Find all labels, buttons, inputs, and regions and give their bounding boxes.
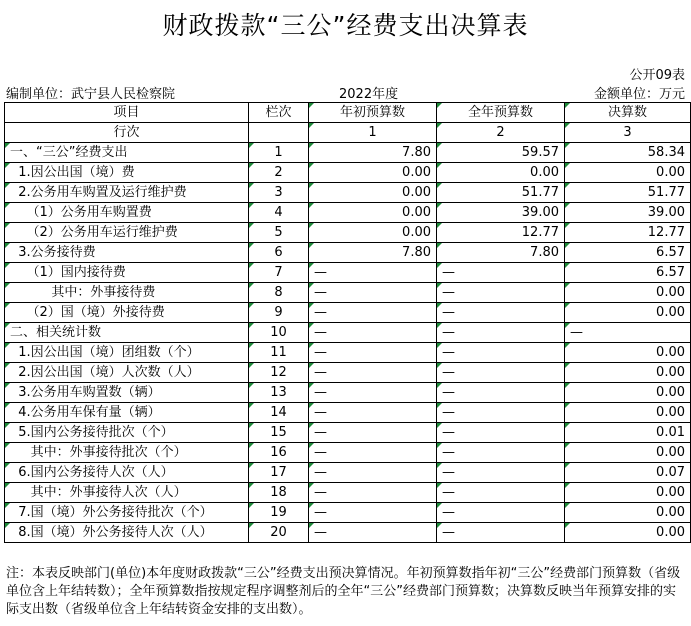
row-seq: 19 [249,503,309,523]
row-final: 0.00 [565,523,691,543]
subheader-c1: 1 [309,123,437,143]
table-row [5,243,691,263]
row-initial-budget: — [309,383,437,403]
row-annual-budget: — [437,423,565,443]
row-final: 0.00 [565,163,691,183]
row-item-name: 4.公务用车保有量（辆） [5,403,249,423]
table-row [5,383,691,403]
row-initial-budget: — [309,263,437,283]
row-item-name: 其中：外事接待人次（人） [5,483,249,503]
row-seq: 1 [249,143,309,163]
row-final: 0.00 [565,503,691,523]
row-item-name: 6.国内公务接待人次（人） [5,463,249,483]
subheader-row [5,123,691,143]
row-final: 0.00 [565,283,691,303]
row-annual-budget: — [437,463,565,483]
footnote: 注：本表反映部门(单位)本年度财政拨款“三公”经费支出预决算情况。年初预算数指年初“三公”经费部门预算数（省级单位含上年结转数）；全年预算数指按规定程序调整剂后的全年“三公”经费部门预算数；决算数反映当年预算安排的实际支出数（省级单位含上年结转资金安排的支出数）。 [6,566,681,617]
row-annual-budget: — [437,503,565,523]
row-item-name: 2.公务用车购置及运行维护费 [5,183,249,203]
row-initial-budget: 0.00 [309,203,437,223]
header-row [5,103,691,123]
row-item-name: 一、“三公”经费支出 [5,143,249,163]
row-item-name: （2）公务用车运行维护费 [5,223,249,243]
row-item-name: 5.国内公务接待批次（个） [5,423,249,443]
table-row [5,143,691,163]
info-line [6,83,685,101]
table-row [5,283,691,303]
row-initial-budget: — [309,423,437,443]
table-row [5,403,691,423]
row-initial-budget: — [309,443,437,463]
row-final: 12.77 [565,223,691,243]
row-initial-budget: 0.00 [309,183,437,203]
row-final: — [565,323,691,343]
table-row [5,363,691,383]
table-row [5,163,691,183]
header-final: 决算数 [565,103,691,123]
header-item: 项目 [5,103,249,123]
row-seq: 18 [249,483,309,503]
table-row [5,483,691,503]
row-item-name: 其中：外事接待批次（个） [5,443,249,463]
row-final: 58.34 [565,143,691,163]
header-seq: 栏次 [249,103,309,123]
row-seq: 9 [249,303,309,323]
table-row [5,423,691,443]
row-seq: 11 [249,343,309,363]
table-row [5,223,691,243]
row-item-name: 3.公务用车购置数（辆） [5,383,249,403]
row-final: 0.07 [565,463,691,483]
row-seq: 12 [249,363,309,383]
table-row [5,503,691,523]
row-initial-budget: — [309,323,437,343]
row-final: 39.00 [565,203,691,223]
row-annual-budget: — [437,343,565,363]
subheader-seq [249,123,309,143]
table-row [5,523,691,543]
row-annual-budget: — [437,263,565,283]
row-item-name: （1）国内接待费 [5,263,249,283]
header-annual-budget: 全年预算数 [437,103,565,123]
table-row [5,303,691,323]
row-final: 51.77 [565,183,691,203]
row-item-name: 8.国（境）外公务接待人次（人） [5,523,249,543]
row-seq: 4 [249,203,309,223]
row-final: 0.00 [565,343,691,363]
row-annual-budget: — [437,303,565,323]
row-seq: 16 [249,443,309,463]
reporting-unit: 编制单位：武宁县人民检察院 [6,87,176,102]
row-final: 0.00 [565,363,691,383]
row-item-name: 3.公务接待费 [5,243,249,263]
table-row [5,463,691,483]
row-seq: 14 [249,403,309,423]
row-initial-budget: — [309,403,437,423]
row-initial-budget: — [309,503,437,523]
row-annual-budget: — [437,483,565,503]
row-annual-budget: 7.80 [437,243,565,263]
subheader-c2: 2 [437,123,565,143]
table-row [5,203,691,223]
expense-table [4,102,691,543]
page-title: 财政拨款“三公”经费支出决算表 [162,11,529,40]
table-row [5,443,691,463]
row-initial-budget: — [309,303,437,323]
row-final: 0.01 [565,423,691,443]
table-row [5,263,691,283]
row-seq: 7 [249,263,309,283]
row-annual-budget: — [437,383,565,403]
row-seq: 3 [249,183,309,203]
row-annual-budget: — [437,523,565,543]
row-initial-budget: 7.80 [309,243,437,263]
row-seq: 2 [249,163,309,183]
row-annual-budget: — [437,323,565,343]
row-final: 0.00 [565,303,691,323]
row-annual-budget: — [437,363,565,383]
row-final: 0.00 [565,483,691,503]
row-initial-budget: — [309,483,437,503]
row-annual-budget: — [437,403,565,423]
row-item-name: 2.因公出国（境）人次数（人） [5,363,249,383]
row-seq: 6 [249,243,309,263]
row-initial-budget: — [309,363,437,383]
row-annual-budget: 51.77 [437,183,565,203]
header-initial-budget: 年初预算数 [309,103,437,123]
row-final: 6.57 [565,243,691,263]
row-seq: 5 [249,223,309,243]
row-initial-budget: 0.00 [309,223,437,243]
row-initial-budget: 0.00 [309,163,437,183]
row-initial-budget: — [309,463,437,483]
row-item-name: 7.国（境）外公务接待批次（个） [5,503,249,523]
fiscal-year: 2022年度 [339,87,399,102]
row-annual-budget: 12.77 [437,223,565,243]
row-item-name: 二、相关统计数 [5,323,249,343]
row-seq: 10 [249,323,309,343]
row-item-name: （2）国（境）外接待费 [5,303,249,323]
row-item-name: 1.因公出国（境）团组数（个） [5,343,249,363]
row-annual-budget: 59.57 [437,143,565,163]
row-final: 0.00 [565,443,691,463]
row-seq: 20 [249,523,309,543]
table-row [5,183,691,203]
subheader-label: 行次 [5,123,249,143]
row-initial-budget: — [309,343,437,363]
row-final: 0.00 [565,383,691,403]
row-annual-budget: 0.00 [437,163,565,183]
row-item-name: 其中：外事接待费 [5,283,249,303]
row-initial-budget: — [309,523,437,543]
table-row [5,343,691,363]
row-annual-budget: 39.00 [437,203,565,223]
table-code: 公开09表 [629,68,685,83]
row-annual-budget: — [437,283,565,303]
row-final: 6.57 [565,263,691,283]
row-seq: 8 [249,283,309,303]
row-final: 0.00 [565,403,691,423]
row-initial-budget: — [309,283,437,303]
subheader-c3: 3 [565,123,691,143]
row-seq: 15 [249,423,309,443]
money-unit: 金额单位：万元 [593,87,685,102]
row-item-name: 1.因公出国（境）费 [5,163,249,183]
row-initial-budget: 7.80 [309,143,437,163]
row-seq: 13 [249,383,309,403]
table-row [5,323,691,343]
row-annual-budget: — [437,443,565,463]
row-seq: 17 [249,463,309,483]
row-item-name: （1）公务用车购置费 [5,203,249,223]
